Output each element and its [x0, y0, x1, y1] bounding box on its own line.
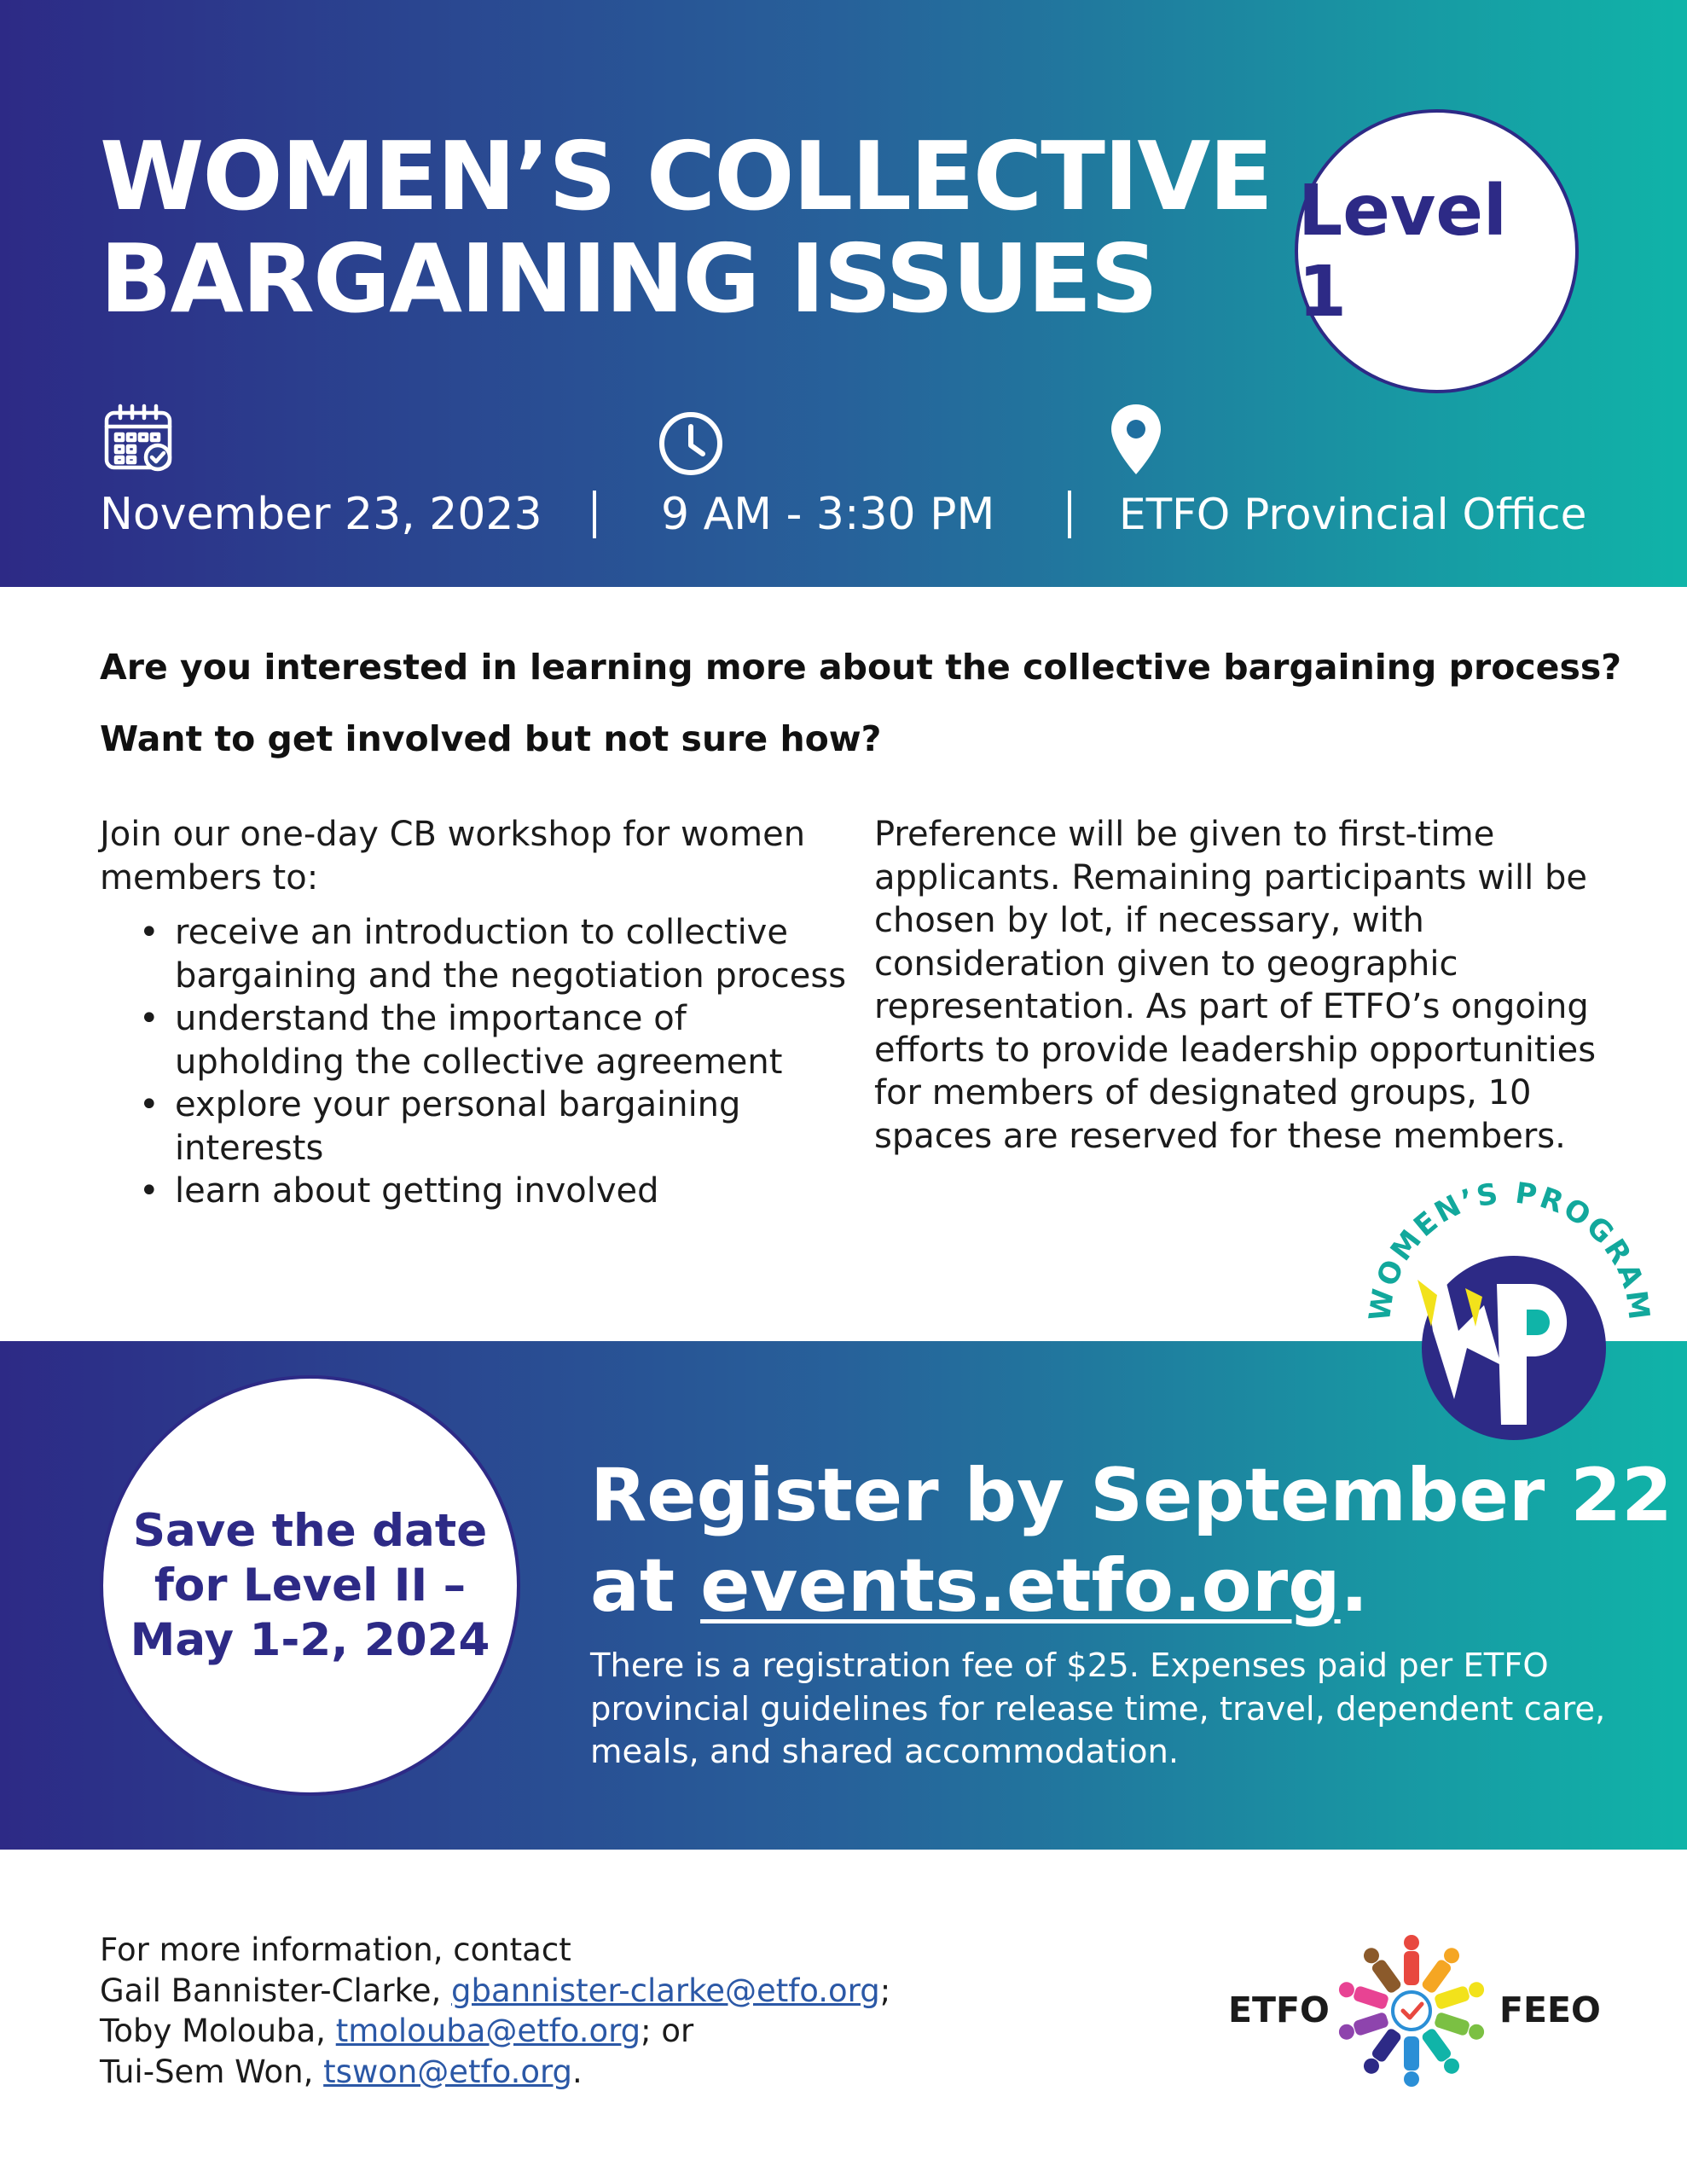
email-link[interactable]: gbannister-clarke@etfo.org: [451, 1972, 880, 2009]
title-line-2: BARGAINING ISSUES: [100, 224, 1157, 334]
list-item: • learn about getting involved: [175, 1170, 850, 1213]
level-badge: Level 1: [1295, 109, 1579, 393]
calendar-icon: [103, 403, 175, 474]
clock-icon: [657, 410, 725, 478]
register-prefix: at: [590, 1543, 701, 1629]
etfo-logo: [1228, 1930, 1601, 2092]
page-title: [100, 122, 1272, 334]
list-item: • understand the importance of upholding the collective agreement: [175, 997, 850, 1083]
register-suffix: .: [1340, 1543, 1369, 1629]
save-line-3: May 1-2, 2024: [130, 1613, 490, 1666]
register-line-2: [590, 1541, 1673, 1631]
womens-program-logo: [1356, 1152, 1663, 1442]
list-item: • receive an introduction to collective bargaining and the negotiation process: [175, 911, 850, 997]
contact-name: Gail Bannister-Clarke,: [100, 1972, 452, 2009]
workshop-goals-list: [100, 911, 850, 1213]
registration-fee-text: There is a registration fee of $25. Expenses paid per ETFO provincial guidelines for release time, travel, dependent care, meals, and shared accommodation.: [590, 1647, 1606, 1771]
contact-separator: ;: [879, 1972, 891, 2009]
event-time: 9 AM - 3:30 PM: [661, 489, 995, 540]
email-link[interactable]: tswon@etfo.org: [323, 2053, 573, 2090]
etfo-logo-word-left: ETFO: [1228, 1989, 1330, 2030]
contact-separator: .: [572, 2053, 583, 2090]
separator: [1068, 491, 1071, 538]
contact-intro: For more information, contact: [100, 1931, 571, 1968]
save-line-2: for Level II –: [154, 1559, 467, 1612]
save-the-date-badge: [100, 1375, 520, 1796]
etfo-logo-word-right: FEEO: [1499, 1989, 1601, 2030]
intro-question-2: Want to get involved but not sure how?: [100, 718, 882, 759]
registration-link[interactable]: events.etfo.org: [700, 1543, 1341, 1629]
location-pin-icon: [1109, 403, 1163, 476]
separator: [593, 491, 596, 538]
title-line-1: WOMEN’S COLLECTIVE: [100, 122, 1272, 232]
contact-name: Tui-Sem Won,: [100, 2053, 324, 2090]
contact-separator: ; or: [641, 2013, 694, 2049]
list-item: • explore your personal bargaining interests: [175, 1083, 850, 1170]
event-location: ETFO Provincial Office: [1119, 490, 1587, 539]
etfo-emblem-icon: [1330, 1930, 1493, 2092]
email-link[interactable]: tmolouba@etfo.org: [335, 2013, 641, 2049]
event-date: November 23, 2023: [100, 489, 542, 540]
workshop-lead: Join our one-day CB workshop for women members to:: [100, 815, 806, 897]
contact-name: Toby Molouba,: [100, 2013, 336, 2049]
workshop-description: [100, 813, 850, 1213]
intro-question-1: Are you interested in learning more about the collective bargaining process?: [100, 647, 1622, 688]
selection-criteria: [874, 813, 1625, 1158]
registration-heading: [590, 1450, 1673, 1631]
womens-program-logo-text: WOMEN’S PROGRAM: [1362, 1176, 1656, 1324]
register-line-1: Register by September 22: [590, 1453, 1673, 1538]
contact-info: [100, 1930, 890, 2092]
save-line-1: Save the date: [132, 1504, 488, 1557]
selection-text: Preference will be given to first-time applicants. Remaining participants will be chosen by lot, if necessary, with consideration given to geographic representation. As part of ETFO’s ongoing efforts to provide leadership opportunities for members of designated groups, 10 spaces are reserved for these members.: [874, 815, 1597, 1156]
